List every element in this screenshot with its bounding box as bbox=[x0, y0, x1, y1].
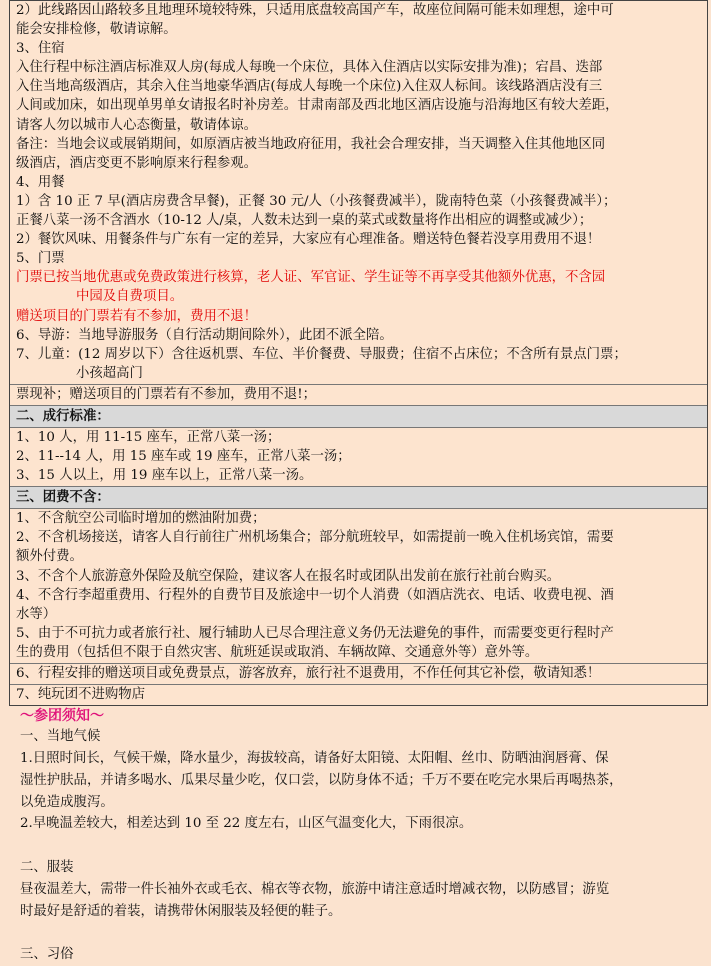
itinerary-table bbox=[9, 0, 708, 706]
text-line: 门票已按当地优惠或免费政策进行核算，老人证、军官证、学生证等不再享受其他额外优惠，不含园 bbox=[16, 270, 606, 286]
paragraph-line: 湿性护肤品，并请多喝水、瓜果尽量少吃，仅口尝，以防身体不适；千万不要在吃完水果后再喝热茶， bbox=[20, 772, 623, 788]
text-line: 小孩超高门 bbox=[76, 365, 143, 381]
text-line: 中园及自费项目。 bbox=[76, 289, 184, 305]
text-line: 人间或加床，如出现单男单女请报名时补房差。甘肃南部及西北地区酒店设施与沿海地区有较大差距， bbox=[16, 98, 619, 114]
excluded-fee-item-7: 7、纯玩团不进购物店 bbox=[16, 687, 146, 703]
text-line: 赠送项目的门票若有不参加，费用不退！ bbox=[16, 308, 258, 324]
paragraph-line: 2.早晚温差较大，相差达到 10 至 22 度左右，山区气温变化大，下雨很凉。 bbox=[20, 816, 473, 832]
text-line: 6、导游：当地导游服务（自行活动期间除外），此团不派全陪。 bbox=[16, 327, 393, 343]
excluded-fee-item: 水等） bbox=[16, 606, 57, 622]
paragraph-line: 昼夜温差大，需带一件长袖外衣或毛衣、棉衣等衣物，旅游中请注意适时增减衣物，以防感冒；游览 bbox=[20, 881, 610, 897]
excluded-fee-item: 1、不含航空公司临时增加的燃油附加费； bbox=[16, 511, 266, 527]
section-heading-excluded-fees: 三、团费不含： bbox=[10, 487, 707, 509]
terms-block bbox=[10, 1, 707, 385]
excluded-fee-item: 额外付费。 bbox=[16, 549, 83, 565]
group-standard-item: 3、15 人以上，用 19 座车以上，正常八菜一汤。 bbox=[16, 468, 313, 484]
excluded-fee-item: 生的费用（包括但不限于自然灾害、航班延误或取消、车辆故障、交通意外等）意外等。 bbox=[16, 644, 539, 660]
notice-heading-clothing: 二、服装 bbox=[20, 859, 74, 875]
excluded-fee-item: 3、不含个人旅游意外保险及航空保险，建议客人在报名时或团队出发前在旅行社前台购买。 bbox=[16, 568, 561, 584]
text-line: 7、儿童：(12 周岁以下）含往返机票、车位、半价餐费、导服费；住宿不占床位；不含所有景点门票； bbox=[16, 346, 627, 362]
ticket-supplement-row bbox=[10, 385, 707, 406]
notice-heading-customs: 三、习俗 bbox=[20, 947, 74, 963]
text-line: 1）含 10 正 7 早(酒店房费含早餐)，正餐 30 元/人（小孩餐费减半），陇南特色菜（小孩餐费减半）； bbox=[16, 193, 617, 209]
notice-title: ～参团须知～ bbox=[20, 708, 104, 725]
text-line: 能会安排检修，敬请谅解。 bbox=[16, 22, 177, 38]
notice-heading-climate: 一、当地气候 bbox=[20, 729, 101, 745]
text-line: 正餐八菜一汤不含酒水（10-12 人/桌，人数未达到一桌的菜式或数量将作出相应的调整或减少）； bbox=[16, 213, 593, 229]
text-line: 备注：当地会议或展销期间，如原酒店被当地政府征用，我社会合理安排，当天调整入住其他地区同 bbox=[16, 136, 606, 152]
section-heading-group-standard: 二、成行标准： bbox=[10, 406, 707, 428]
excluded-fees-lines bbox=[16, 509, 701, 662]
paragraph-line: 1.日照时间长，气候干燥，降水量少，海拔较高，请备好太阳镜、太阳帽、丝巾、防晒油润唇膏、保 bbox=[20, 750, 609, 766]
text-line: 3、住宿 bbox=[16, 41, 65, 57]
text-line: 请客人勿以城市人心态衡量，敬请体谅。 bbox=[16, 117, 258, 133]
group-standard-item: 1、10 人，用 11-15 座车，正常八菜一汤； bbox=[16, 429, 281, 445]
text-line: 5、门票 bbox=[16, 251, 65, 267]
spacer bbox=[20, 835, 711, 857]
clothing-paragraph bbox=[20, 879, 711, 923]
spacer bbox=[20, 922, 711, 944]
paragraph-line: 以免造成腹泻。 bbox=[20, 794, 114, 810]
text-line: 4、用餐 bbox=[16, 174, 65, 190]
group-standard-block bbox=[10, 428, 707, 487]
group-standard-item: 2、11--14 人，用 15 座车或 19 座车，正常八菜一汤； bbox=[16, 449, 351, 465]
group-standard-lines bbox=[16, 428, 701, 485]
text-line: 级酒店，酒店变更不影响原来行程参观。 bbox=[16, 155, 258, 171]
climate-paragraph bbox=[20, 748, 711, 835]
excluded-fee-item: 2、不含机场接送，请客人自行前往广州机场集合；部分航班较早，如需提前一晚入住机场宾馆，需要 bbox=[16, 530, 614, 546]
terms-lines bbox=[16, 1, 701, 383]
text-line: 2）餐饮风味、用餐条件与广东有一定的差异，大家应有心理准备。赠送特色餐若没享用费用不退！ bbox=[16, 232, 601, 248]
excluded-fee-item-7-row bbox=[10, 685, 707, 705]
excluded-fees-block bbox=[10, 509, 707, 664]
excluded-fee-item-6-row bbox=[10, 664, 707, 685]
ticket-supplement-line: 票现补；赠送项目的门票若有不参加，费用不退!； bbox=[16, 386, 316, 402]
travel-notice bbox=[0, 706, 711, 966]
text-line: 2）此线路因山路较多且地理环境较特殊，只适用底盘较高国产车，故座位间隔可能未如理想，途中可 bbox=[16, 3, 614, 18]
text-line: 入住行程中标注酒店标准双人房(每成人每晚一个床位，具体入住酒店以实际安排为准)；宕昌、迭部 bbox=[16, 60, 603, 76]
excluded-fee-item: 5、由于不可抗力或者旅行社、履行辅助人已尽合理注意义务仍无法避免的事件，而需要变更行程时产 bbox=[16, 625, 614, 641]
text-line: 入住当地高级酒店，其余入住当地豪华酒店(每成人每晚一个床位)入住双人标间。该线路酒店没有三 bbox=[16, 79, 603, 95]
excluded-fee-item-6: 6、行程安排的赠送项目或免费景点，游客放弃，旅行社不退费用，不作任何其它补偿，敬请知悉！ bbox=[16, 666, 601, 681]
excluded-fee-item: 4、不含行李超重费用、行程外的自费节目及旅途中一切个人消费（如酒店洗衣、电话、收费电视、酒 bbox=[16, 587, 614, 603]
paragraph-line: 时最好是舒适的着装，请携带休闲服装及轻便的鞋子。 bbox=[20, 903, 342, 919]
